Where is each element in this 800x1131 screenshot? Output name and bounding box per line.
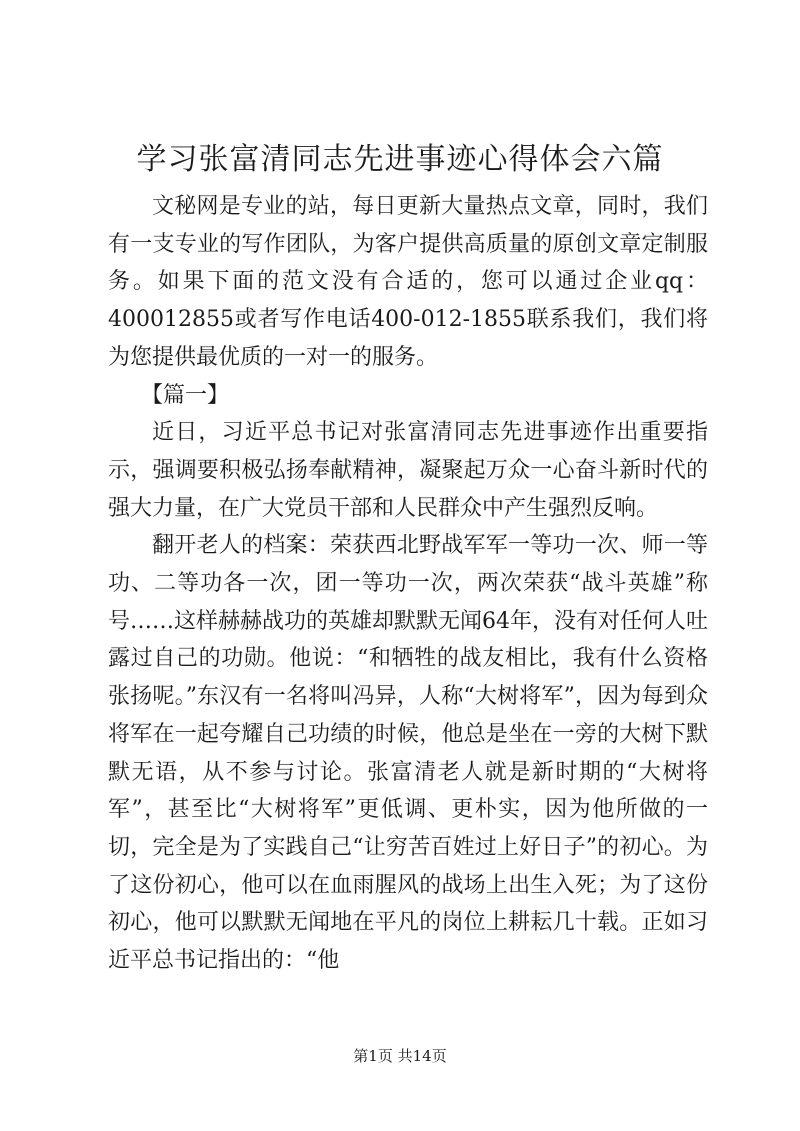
- body-paragraph: 近日，习近平总书记对张富清同志先进事迹作出重要指示，强调要积极弘扬奉献精神，凝聚起万众一心奋斗新时代的强大力量，在广大党员干部和人民群众中产生强烈反响。: [108, 420, 708, 521]
- intro-paragraph: 文秘网是专业的站，每日更新大量热点文章，同时，我们有一支专业的写作团队，为客户提供高质量的原创文章定制服务。如果下面的范文没有合适的，您可以通过企业qq：400012855或者写作电话400-012-1855联系我们，我们将为您提供最优质的一对一的服务。: [108, 194, 708, 370]
- section-heading: 【篇一】: [141, 382, 230, 408]
- page-footer: 第1页 共14页: [353, 1047, 447, 1065]
- document-body: [108, 188, 708, 980]
- document-title: 学习张富清同志先进事迹心得体会六篇: [136, 142, 664, 177]
- body-paragraph: 翻开老人的档案：荣获西北野战军军一等功一次、师一等功、二等功各一次，团一等功一次，两次荣获“战斗英雄”称号……这样赫赫战功的英雄却默默无闻64年，没有对任何人吐露过自己的功勋。他说：“和牺牲的战友相比，我有什么资格张扬呢。”东汉有一名将叫冯异，人称“大树将军”，因为每到众将军在一起夸耀自己功绩的时候，他总是坐在一旁的大树下默默无语，从不参与讨论。张富清老人就是新时期的“大树将军”，甚至比“大树将军”更低调、更朴实，因为他所做的一切，完全是为了实践自己“让穷苦百姓过上好日子”的初心。为了这份初心，他可以在血雨腥风的战场上出生入死；为了这份初心，他可以默默无闻地在平凡的岗位上耕耘几十载。正如习近平总书记指出的：“他: [108, 533, 708, 974]
